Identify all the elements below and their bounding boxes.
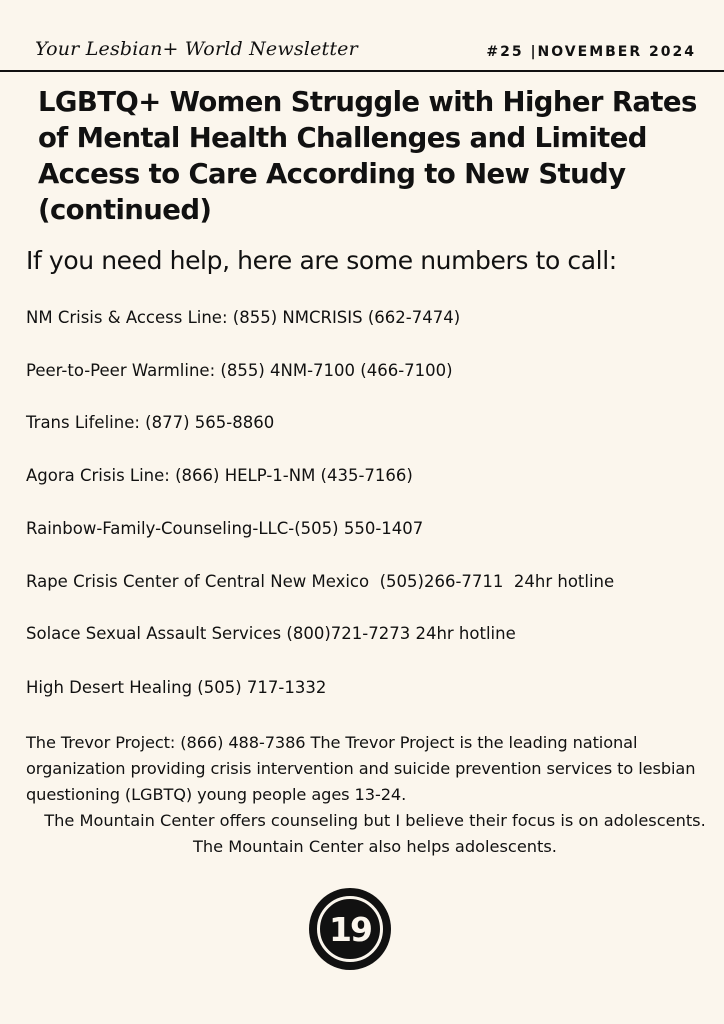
resource-item-agora: Agora Crisis Line: (866) HELP-1-NM (435-7166) xyxy=(26,466,413,485)
mountain-center-paragraph: The Mountain Center offers counseling but I believe their focus is on adolescents. The Mountain Center also helps adolescents. xyxy=(44,811,706,856)
resource-item-nm-crisis: NM Crisis & Access Line: (855) NMCRISIS (662-7474) xyxy=(26,308,461,327)
page-number-ring xyxy=(317,896,383,962)
issue-date: #25 |NOVEMBER 2024 xyxy=(486,44,696,60)
resource-item-peer-warmline: Peer-to-Peer Warmline: (855) 4NM-7100 (466-7100) xyxy=(26,361,453,380)
page-number: 19 xyxy=(329,909,371,949)
newsletter-name: Your Lesbian+ World Newsletter xyxy=(35,38,358,60)
resource-item-rainbow-family: Rainbow-Family-Counseling-LLC-(505) 550-1407 xyxy=(26,519,424,538)
newsletter-masthead xyxy=(0,0,724,72)
resource-item-trans-lifeline: Trans Lifeline: (877) 565-8860 xyxy=(26,413,275,432)
resource-item-rape-crisis-center: Rape Crisis Center of Central New Mexico (505)266-7711 24hr hotline xyxy=(26,572,615,591)
page-number-badge xyxy=(309,888,391,970)
resource-item-solace: Solace Sexual Assault Services (800)721-7273 24hr hotline xyxy=(26,624,516,643)
article-headline: LGBTQ+ Women Struggle with Higher Rates of Mental Health Challenges and Limited Access to Care According to New Study (continued) xyxy=(38,86,697,226)
resource-item-high-desert-healing: High Desert Healing (505) 717-1332 xyxy=(26,678,327,697)
trevor-project-paragraph: The Trevor Project: (866) 488-7386 The Trevor Project is the leading national organization providing crisis intervention and suicide prevention services to lesbian questioning (LGBTQ) young people ages 13-24. xyxy=(26,733,696,804)
help-intro: If you need help, here are some numbers to call: xyxy=(26,246,617,275)
